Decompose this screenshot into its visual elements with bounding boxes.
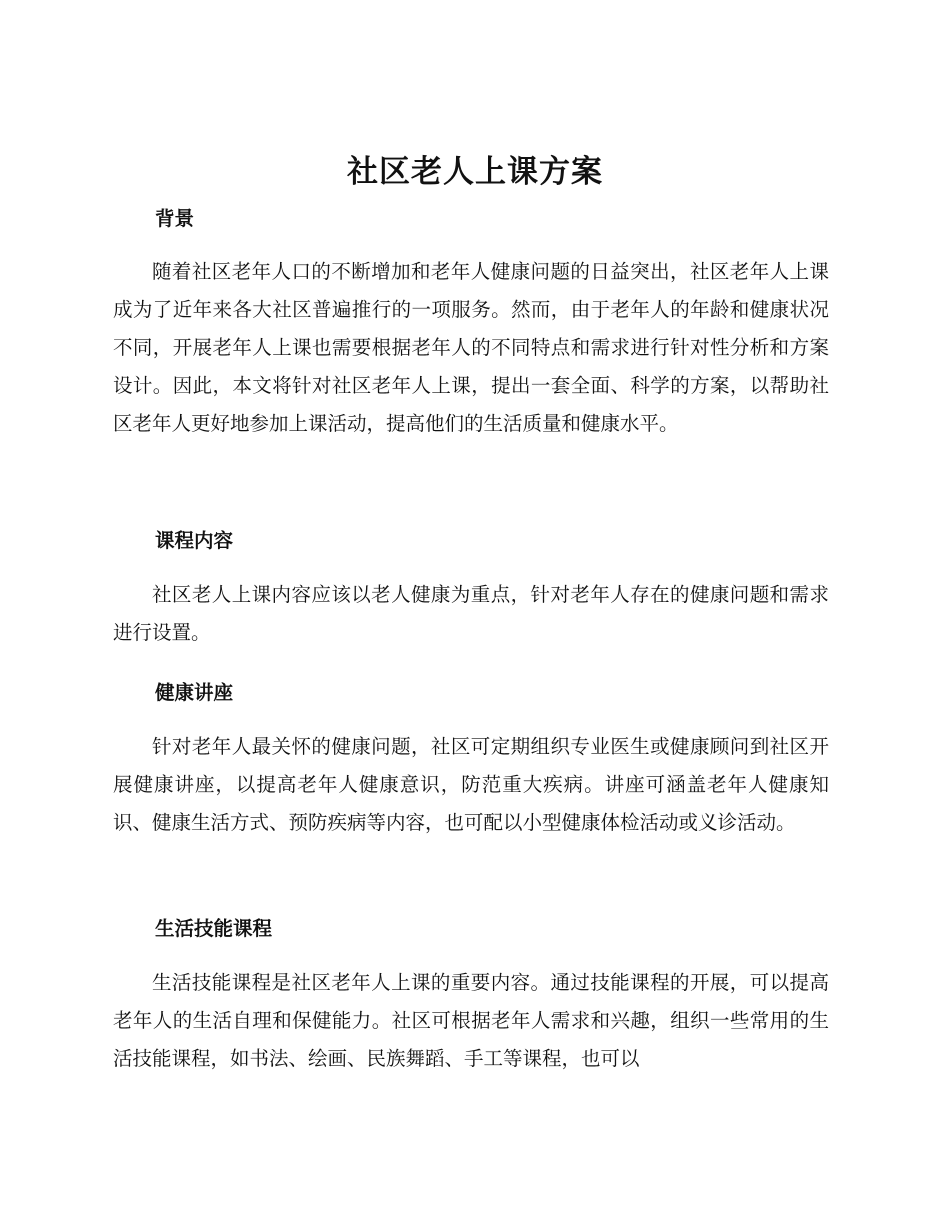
section-heading-life-skills: 生活技能课程: [155, 917, 273, 940]
section-heading-course-content: 课程内容: [155, 529, 234, 552]
section-paragraph-course-content: 社区老人上课内容应该以老人健康为重点，针对老年人存在的健康问题和需求进行设置。: [113, 583, 829, 644]
section-heading-health-lectures: 健康讲座: [155, 681, 234, 704]
section-paragraph-life-skills: 生活技能课程是社区老年人上课的重要内容。通过技能课程的开展，可以提高老年人的生活自理和保健能力。社区可根据老年人需求和兴趣，组织一些常用的生活技能课程，如书法、绘画、民族舞蹈、手工等课程，也可以: [113, 971, 829, 1070]
section-heading-background: 背景: [155, 207, 195, 230]
document-title: 社区老人上课方案: [347, 154, 603, 190]
section-paragraph-background: 随着社区老年人口的不断增加和老年人健康问题的日益突出，社区老年人上课成为了近年来各大社区普遍推行的一项服务。然而，由于老年人的年龄和健康状况不同，开展老年人上课也需要根据老年人的不同特点和需求进行针对性分析和方案设计。因此，本文将针对社区老年人上课，提出一套全面、科学的方案，以帮助社区老年人更好地参加上课活动，提高他们的生活质量和健康水平。: [113, 260, 829, 435]
section-paragraph-health-lectures: 针对老年人最关怀的健康问题，社区可定期组织专业医生或健康顾问到社区开展健康讲座，以提高老年人健康意识，防范重大疾病。讲座可涵盖老年人健康知识、健康生活方式、预防疾病等内容，也可配以小型健康体检活动或义诊活动。: [113, 735, 829, 834]
